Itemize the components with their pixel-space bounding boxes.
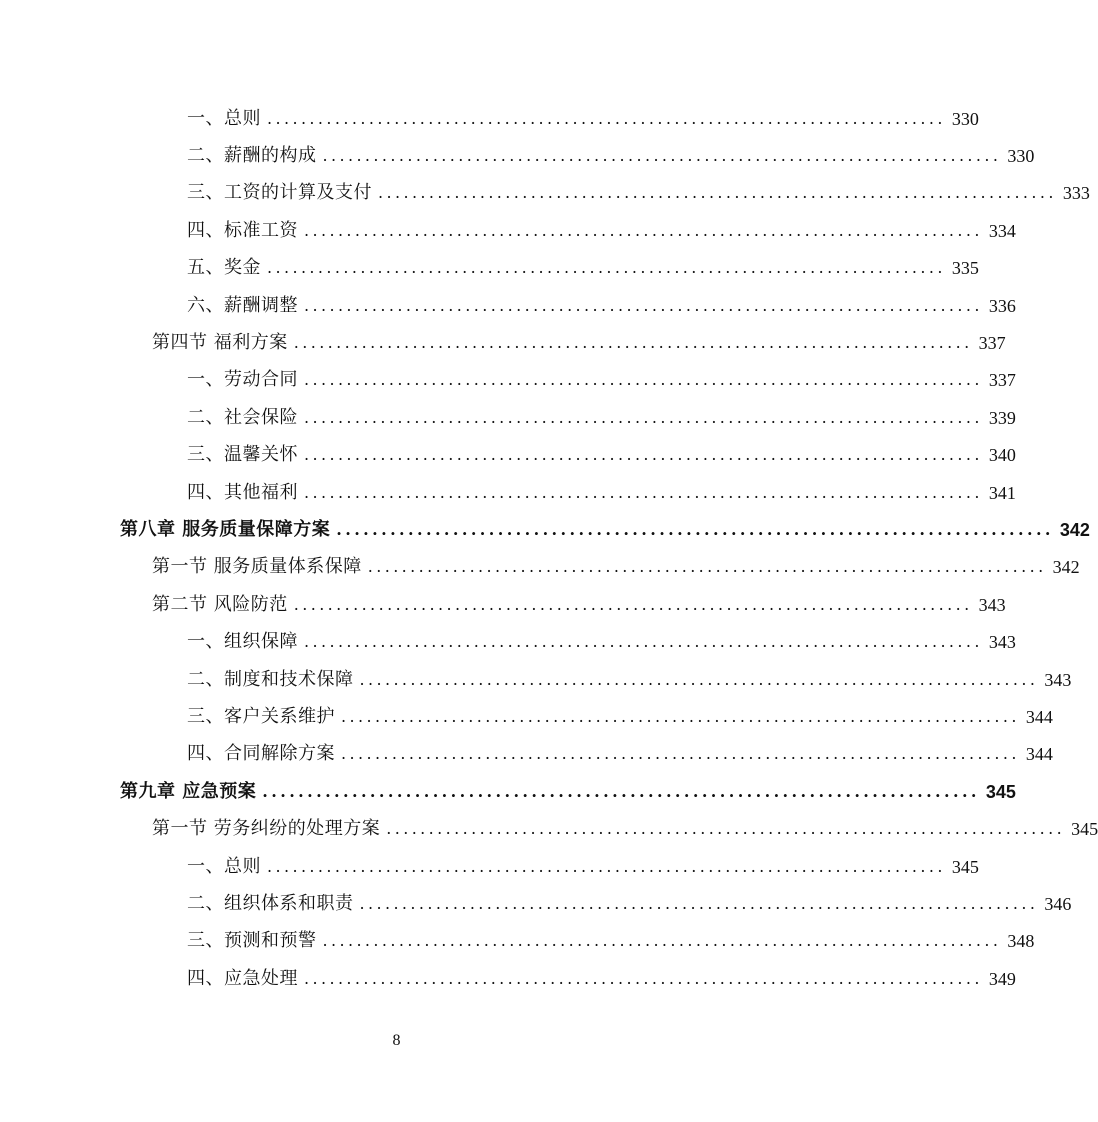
toc-entry-page: 349: [988, 968, 1016, 989]
toc-entry-title: 第九章 应急预案: [120, 780, 257, 802]
toc-entry-page: 348: [1007, 931, 1035, 952]
toc-entry[interactable]: [0, 773, 1016, 810]
toc-entry[interactable]: [0, 623, 1016, 660]
toc-leader-dots: ................................................................................: [341, 706, 1020, 726]
toc-entry-title: 五、奖金: [187, 257, 261, 279]
toc-entry-title: 六、薪酬调整: [187, 294, 298, 316]
toc-entry-title: 一、总则: [187, 107, 261, 129]
toc-leader-dots: ................................................................................: [304, 968, 983, 988]
toc-entry-page: 339: [988, 407, 1016, 428]
toc-entry-title: 一、总则: [187, 855, 261, 877]
toc-entry-title: 三、温馨关怀: [187, 444, 298, 466]
toc-entry[interactable]: [0, 324, 1006, 361]
toc-entry-page: 330: [1007, 146, 1035, 167]
toc-entry-page: 340: [988, 445, 1016, 466]
toc-entry-page: 333: [1062, 183, 1090, 204]
toc-leader-dots: ................................................................................: [322, 931, 1002, 951]
toc-leader-dots: ................................................................................: [386, 819, 1066, 839]
toc-leader-dots: ................................................................................: [262, 781, 980, 801]
toc-entry-page: 343: [978, 594, 1006, 615]
toc-entry-page: 334: [988, 220, 1016, 241]
toc-entry-page: 330: [951, 108, 979, 129]
toc-entry-title: 二、薪酬的构成: [187, 145, 317, 167]
toc-leader-dots: ................................................................................: [304, 632, 983, 652]
toc-entry-page: 342: [1052, 557, 1080, 578]
page-number: 8: [392, 1032, 401, 1049]
toc-entry-page: 345: [951, 856, 979, 877]
toc-entry-page: 343: [1044, 669, 1072, 690]
toc-entry-title: 三、预测和预警: [187, 930, 317, 952]
toc-entry[interactable]: [0, 137, 1035, 174]
toc-entry[interactable]: [0, 511, 1090, 548]
toc-leader-dots: ................................................................................: [359, 669, 1039, 689]
toc-entry[interactable]: [0, 885, 1072, 922]
toc-entry[interactable]: [0, 923, 1035, 960]
toc-entry[interactable]: [0, 100, 979, 137]
toc-entry-title: 二、组织体系和职责: [187, 892, 354, 914]
toc-entry[interactable]: [0, 848, 979, 885]
toc-entry-page: 344: [1025, 706, 1053, 727]
toc-entry-title: 三、客户关系维护: [187, 705, 335, 727]
toc-entry-page: 344: [1025, 744, 1053, 765]
toc-entry[interactable]: [0, 175, 1090, 212]
toc-entry-title: 一、组织保障: [187, 631, 298, 653]
toc-entry[interactable]: [0, 698, 1053, 735]
toc-leader-dots: ................................................................................: [267, 258, 946, 278]
toc-leader-dots: ................................................................................: [267, 108, 946, 128]
toc-entry[interactable]: [0, 960, 1016, 997]
toc-entry-title: 四、应急处理: [187, 967, 298, 989]
toc-leader-dots: ................................................................................: [304, 370, 983, 390]
table-of-contents: [0, 100, 1098, 997]
toc-entry-title: 第八章 服务质量保障方案: [120, 518, 331, 540]
toc-entry-page: 336: [988, 295, 1016, 316]
toc-entry-title: 四、合同解除方案: [187, 743, 335, 765]
toc-leader-dots: ................................................................................: [293, 333, 973, 353]
toc-entry[interactable]: [0, 736, 1053, 773]
toc-leader-dots: ................................................................................: [293, 594, 973, 614]
toc-entry-title: 四、其他福利: [187, 481, 298, 503]
toc-leader-dots: ................................................................................: [304, 295, 983, 315]
toc-entry[interactable]: [0, 212, 1016, 249]
toc-entry-page: 342: [1059, 519, 1090, 540]
toc-entry-title: 第一节 服务质量体系保障: [152, 556, 362, 578]
toc-entry[interactable]: [0, 399, 1016, 436]
toc-entry[interactable]: [0, 549, 1080, 586]
toc-entry-page: 335: [951, 258, 979, 279]
toc-entry[interactable]: [0, 362, 1016, 399]
toc-entry-page: 337: [978, 333, 1006, 354]
toc-entry-page: 345: [985, 781, 1016, 802]
toc-leader-dots: ................................................................................: [304, 407, 983, 427]
toc-entry[interactable]: [0, 474, 1016, 511]
toc-leader-dots: ................................................................................: [378, 183, 1057, 203]
toc-entry[interactable]: [0, 586, 1006, 623]
toc-leader-dots: ................................................................................: [304, 220, 983, 240]
toc-leader-dots: ................................................................................: [359, 893, 1039, 913]
toc-entry-title: 第一节 劳务纠纷的处理方案: [152, 818, 381, 840]
toc-leader-dots: ................................................................................: [367, 557, 1047, 577]
toc-leader-dots: ................................................................................: [304, 445, 983, 465]
toc-entry[interactable]: [0, 250, 979, 287]
toc-entry-page: 346: [1044, 893, 1072, 914]
toc-entry-title: 二、制度和技术保障: [187, 668, 354, 690]
toc-leader-dots: ................................................................................: [336, 519, 1054, 539]
toc-entry-title: 二、社会保险: [187, 406, 298, 428]
toc-entry-page: 343: [988, 632, 1016, 653]
toc-entry[interactable]: [0, 437, 1016, 474]
toc-leader-dots: ................................................................................: [341, 744, 1020, 764]
toc-entry-page: 345: [1071, 819, 1098, 840]
toc-entry-page: 341: [988, 482, 1016, 503]
toc-entry-page: 337: [988, 370, 1016, 391]
toc-leader-dots: ................................................................................: [304, 482, 983, 502]
toc-entry-title: 第四节 福利方案: [152, 332, 288, 354]
toc-entry-title: 四、标准工资: [187, 219, 298, 241]
toc-entry-title: 第二节 风险防范: [152, 593, 288, 615]
toc-entry[interactable]: [0, 661, 1072, 698]
toc-leader-dots: ................................................................................: [322, 146, 1002, 166]
toc-entry[interactable]: [0, 810, 1098, 847]
toc-leader-dots: ................................................................................: [267, 856, 946, 876]
toc-entry[interactable]: [0, 287, 1016, 324]
toc-entry-title: 一、劳动合同: [187, 369, 298, 391]
toc-entry-title: 三、工资的计算及支付: [187, 182, 372, 204]
